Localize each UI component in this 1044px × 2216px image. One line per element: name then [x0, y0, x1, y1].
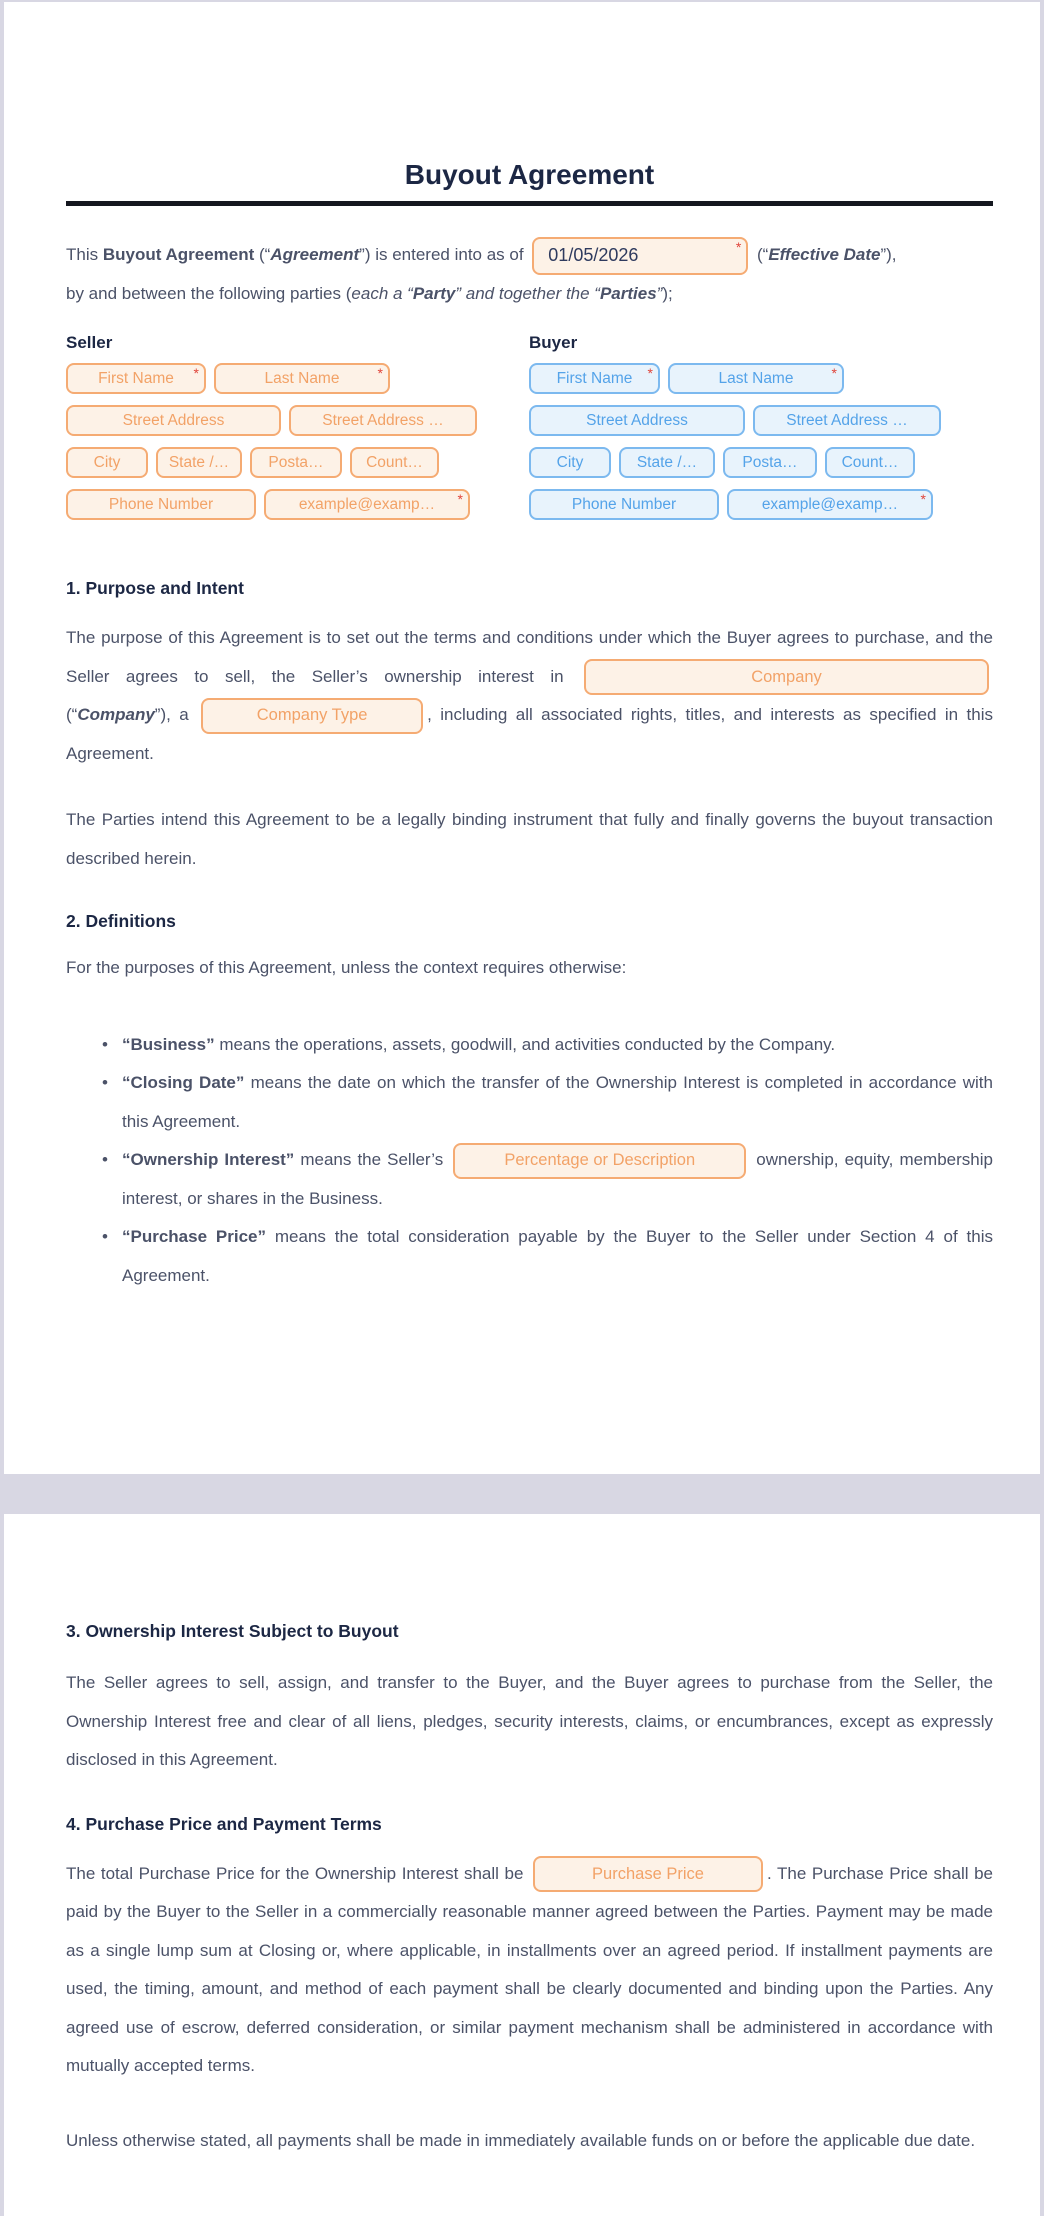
purpose-paragraph: [66, 619, 993, 773]
seller-last-name-input[interactable]: [214, 363, 390, 394]
definition-text: means the operations, assets, goodwill, and activities conducted by the Company.: [214, 1034, 836, 1054]
intro-run-bold: Buyout Agreement: [102, 245, 255, 264]
seller-street-address-input[interactable]: [66, 405, 281, 436]
field-label: example@examp…: [298, 495, 436, 513]
purpose-run-company: Company: [77, 705, 155, 725]
definition-item-purchase-price: [100, 1218, 993, 1295]
buyer-column: [529, 333, 993, 531]
buyer-street-address2-input[interactable]: [753, 405, 941, 436]
intro-run-party: Party: [412, 283, 456, 303]
intro-run-effective-date: Effective Date: [768, 245, 881, 264]
company-input[interactable]: [584, 659, 989, 695]
buyer-postal-input[interactable]: [723, 447, 817, 478]
purpose-run: The purpose of this Agreement is to set out the terms and conditions under which the Buyer agrees to purchase, and the Seller agrees to sell, the Seller’s ownership interest in: [66, 628, 993, 686]
buyer-street-row: [529, 405, 993, 436]
seller-city-row: [66, 447, 529, 478]
field-label: First Name: [556, 369, 633, 387]
parties-section: [66, 333, 993, 531]
intro-run: ” and together the “: [455, 283, 600, 303]
buyer-city-input[interactable]: [529, 447, 611, 478]
seller-email-input[interactable]: [264, 489, 470, 520]
section-heading-definitions: 2. Definitions: [66, 911, 176, 932]
intent-paragraph: The Parties intend this Agreement to be a legally binding instrument that fully and finally governs the buyout transaction described herein.: [66, 810, 993, 868]
field-label: First Name: [98, 369, 174, 387]
intro-run: This: [66, 245, 103, 264]
field-label: State /…: [636, 453, 698, 471]
page-title: Buyout Agreement: [404, 159, 655, 190]
seller-city-input[interactable]: [66, 447, 148, 478]
field-placeholder: Company Type: [256, 706, 368, 725]
buyer-street-address-input[interactable]: [529, 405, 745, 436]
required-asterisk: *: [377, 365, 383, 382]
intro-run: each a “: [351, 283, 413, 303]
field-label: example@examp…: [761, 495, 899, 513]
seller-postal-input[interactable]: [250, 447, 342, 478]
definition-item-ownership-interest: [100, 1141, 993, 1218]
definition-text: means the total consideration payable by the Buyer to the Seller under Section 4 of this Agreement.: [122, 1227, 993, 1285]
seller-heading: Seller: [66, 333, 113, 353]
intro-run: ”) is entered into as of: [359, 245, 529, 264]
intro-run-agreement: Agreement: [270, 245, 360, 264]
field-label: Street Address …: [322, 411, 444, 429]
definition-term: “Purchase Price”: [122, 1227, 267, 1247]
intro-run: );: [662, 283, 673, 303]
purchase-run: . The Purchase Price shall be paid by the Buyer to the Seller in a commercially reasonable manner agreed between the Parties. Payment may be made as a single lump sum at Closing or, where applicable, in installments over an agreed period. If installment payments are used, the timing, amount, and method of each payment shall be clearly documented and binding upon the Parties. Any agreed use of escrow, deferred consideration, or similar payment mechanism shall be administered in accordance with mutually accepted terms.: [66, 1863, 993, 2075]
buyer-name-row: [529, 363, 993, 394]
buyer-state-input[interactable]: [619, 447, 715, 478]
buyer-email-input[interactable]: [727, 489, 933, 520]
seller-street-address2-input[interactable]: [289, 405, 477, 436]
field-label: Last Name: [264, 369, 340, 387]
definition-item-business: [100, 1026, 993, 1065]
required-asterisk: *: [457, 491, 463, 508]
field-label: State /…: [168, 453, 230, 471]
purchase-price-input[interactable]: [533, 1856, 763, 1892]
purpose-run: ”), a: [154, 705, 198, 725]
seller-street-row: [66, 405, 529, 436]
field-label: City: [93, 453, 121, 471]
seller-phone-input[interactable]: [66, 489, 256, 520]
field-placeholder: Percentage or Description: [504, 1151, 696, 1170]
field-label: Street Address: [586, 411, 688, 429]
funds-paragraph: Unless otherwise stated, all payments shall be made in immediately available funds on or before the applicable due date.: [66, 2130, 976, 2150]
field-label: Posta…: [268, 453, 324, 471]
effective-date-input[interactable]: [532, 237, 748, 275]
seller-column: [66, 333, 529, 531]
intro-run: ”: [656, 283, 663, 303]
section-heading-ownership: 3. Ownership Interest Subject to Buyout: [66, 1621, 399, 1641]
seller-country-input[interactable]: [350, 447, 439, 478]
buyer-heading: Buyer: [529, 333, 578, 353]
required-asterisk: *: [920, 491, 926, 508]
definition-item-closing-date: [100, 1064, 993, 1141]
percentage-description-input[interactable]: [453, 1143, 746, 1179]
seller-state-input[interactable]: [156, 447, 242, 478]
field-label: Posta…: [742, 453, 798, 471]
definitions-list: [66, 1026, 993, 1296]
purchase-price-paragraph: [66, 1855, 993, 2086]
intro-run: ”),: [880, 245, 897, 264]
required-asterisk: *: [193, 365, 199, 382]
field-placeholder: Purchase Price: [592, 1864, 704, 1883]
intro-paragraph: [66, 236, 993, 313]
company-type-input[interactable]: [201, 698, 423, 734]
required-asterisk: *: [831, 365, 837, 382]
buyer-country-input[interactable]: [825, 447, 915, 478]
required-asterisk: *: [735, 238, 742, 255]
field-label: Phone Number: [108, 495, 214, 513]
seller-name-row: [66, 363, 529, 394]
field-label: Count…: [841, 453, 899, 471]
definition-term: “Ownership Interest”: [122, 1150, 295, 1170]
title-divider: [66, 201, 993, 206]
ownership-paragraph: The Seller agrees to sell, assign, and transfer to the Buyer, and the Buyer agrees to purchase from the Seller, the Ownership Interest free and clear of all liens, pledges, security interests, claims, or encumbrances, except as expressly disclosed in this Agreement.: [66, 1673, 993, 1769]
definition-term: “Closing Date”: [122, 1073, 245, 1093]
section-heading-purpose: 1. Purpose and Intent: [66, 578, 244, 599]
effective-date-value: 01/05/2026: [548, 245, 639, 266]
definition-text: means the Seller’s: [294, 1150, 450, 1170]
section-heading-purchase-price: 4. Purchase Price and Payment Terms: [66, 1813, 382, 1834]
buyer-phone-input[interactable]: [529, 489, 719, 520]
definition-text: means the date on which the transfer of the Ownership Interest is completed in accordance with this Agreement.: [122, 1073, 993, 1131]
field-label: Last Name: [718, 369, 794, 387]
definition-term: “Business”: [122, 1034, 215, 1054]
field-label: Count…: [366, 453, 423, 471]
field-label: Phone Number: [571, 495, 677, 513]
buyer-contact-row: [529, 489, 993, 520]
document-page-2: [4, 1514, 1040, 2216]
purchase-run: The total Purchase Price for the Ownership Interest shall be: [66, 1863, 529, 1883]
purpose-run: , including all associated rights, titles, and interests as specified in this Agreement.: [66, 705, 993, 763]
intro-run-parties: Parties: [599, 283, 657, 303]
field-label: Street Address: [122, 411, 225, 429]
purpose-run: (“: [66, 705, 78, 725]
document-page-1: [4, 2, 1040, 1474]
field-label: Street Address …: [786, 411, 908, 429]
seller-first-name-input[interactable]: [66, 363, 206, 394]
required-asterisk: *: [647, 365, 653, 382]
intro-run: (“: [254, 245, 271, 264]
field-placeholder: Company: [751, 667, 822, 686]
intro-run: by and between the following parties (: [66, 283, 352, 303]
definition-text: ownership, equity, membership interest, or shares in the Business.: [122, 1150, 993, 1208]
buyer-first-name-input[interactable]: [529, 363, 660, 394]
intro-run: (“: [752, 245, 769, 264]
field-label: City: [556, 453, 584, 471]
definitions-intro: For the purposes of this Agreement, unless the context requires otherwise:: [66, 958, 627, 978]
seller-contact-row: [66, 489, 529, 520]
buyer-city-row: [529, 447, 993, 478]
buyer-last-name-input[interactable]: [668, 363, 844, 394]
